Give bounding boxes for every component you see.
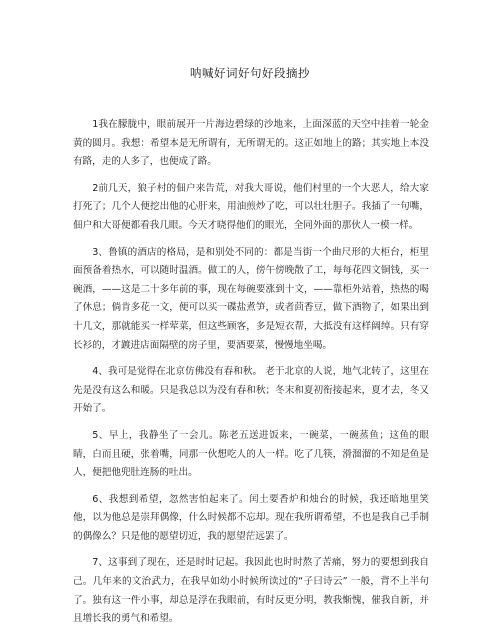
paragraph-3: 3、鲁镇的酒店的格局，是和别处不同的：都是当街一个曲尺形的大柜台，柜里面预备着热水，可以随时温酒。做工的人，傍午傍晚散了工，每每花四文铜钱，买一碗酒，——这是二十多年前的事，现在每碗要涨到十文，——靠柜外站着，热热的喝了休息；倘肯多花一文，便可以买一碟盐煮笋，或者茴香豆，做下酒物了，如果出到十几文，那就能买一样荤菜，但这些顾客，多是短衣帮，大抵没有这样阔绰。只有穿长衫的，才踱进店面隔壁的房子里，要酒要菜，慢慢地坐喝。 [73, 246, 429, 351]
document-title: 呐喊好词好句好段摘抄 [190, 66, 310, 80]
document-body [73, 116, 429, 637]
paragraph-5: 5、早上，我静坐了一会儿。陈老五送进饭来，一碗菜，一碗蒸鱼；这鱼的眼睛，白而且硬，张着嘴，同那一伙想吃人的人一样。吃了几筷，滑溜溜的不知是鱼是人，便把他兜肚连肠的吐出。 [73, 429, 429, 479]
paragraph-6: 6、我想到希望，忽然害怕起来了。闰土要香炉和烛台的时候，我还暗地里笑他，以为他总是崇拜偶像，什么时候都不忘却。现在我所谓希望，不也是我自己手制的偶像么？只是他的愿望切近，我的愿望茫远罢了。 [73, 493, 429, 542]
paragraph-4: 4、我可是觉得在北京仿佛没有春和秋。 老于北京的人说，地气北转了，这里在先是没有这么和暖。只是我总以为没有春和秋；冬末和夏初衔接起来，夏才去，冬又开始了。 [73, 366, 429, 415]
paragraph-7: 7、这事到了现在，还是时时记起。我因此也时时熬了苦痛，努力的要想到我自己。几年来的文治武力，在我早如幼小时候所读过的“子曰诗云” 一般，背不上半句了。独有这一件小事，却总是浮在我眼前，有时反更分明，教我惭愧，催我自新，并且增长我的勇气和希望。 [73, 557, 429, 625]
paragraph-2: 2前几天，狼子村的佃户来告荒，对我大哥说，他们村里的一个大恶人，给大家打死了；几个人便挖出他的心肝来，用油煎炒了吃，可以壮壮胆子。我插了一句嘴，佃户和大哥便都看我几眼。今天才晓得他们的眼光，全同外面的那伙人一模一样。 [73, 182, 429, 231]
paragraph-1: 1我在朦胧中，眼前展开一片海边碧绿的沙地来，上面深蓝的天空中挂着一轮金黄的圆月。我想：希望本是无所谓有，无所谓无的。这正如地上的路；其实地上本没有路，走的人多了，也便成了路。 [73, 119, 429, 168]
